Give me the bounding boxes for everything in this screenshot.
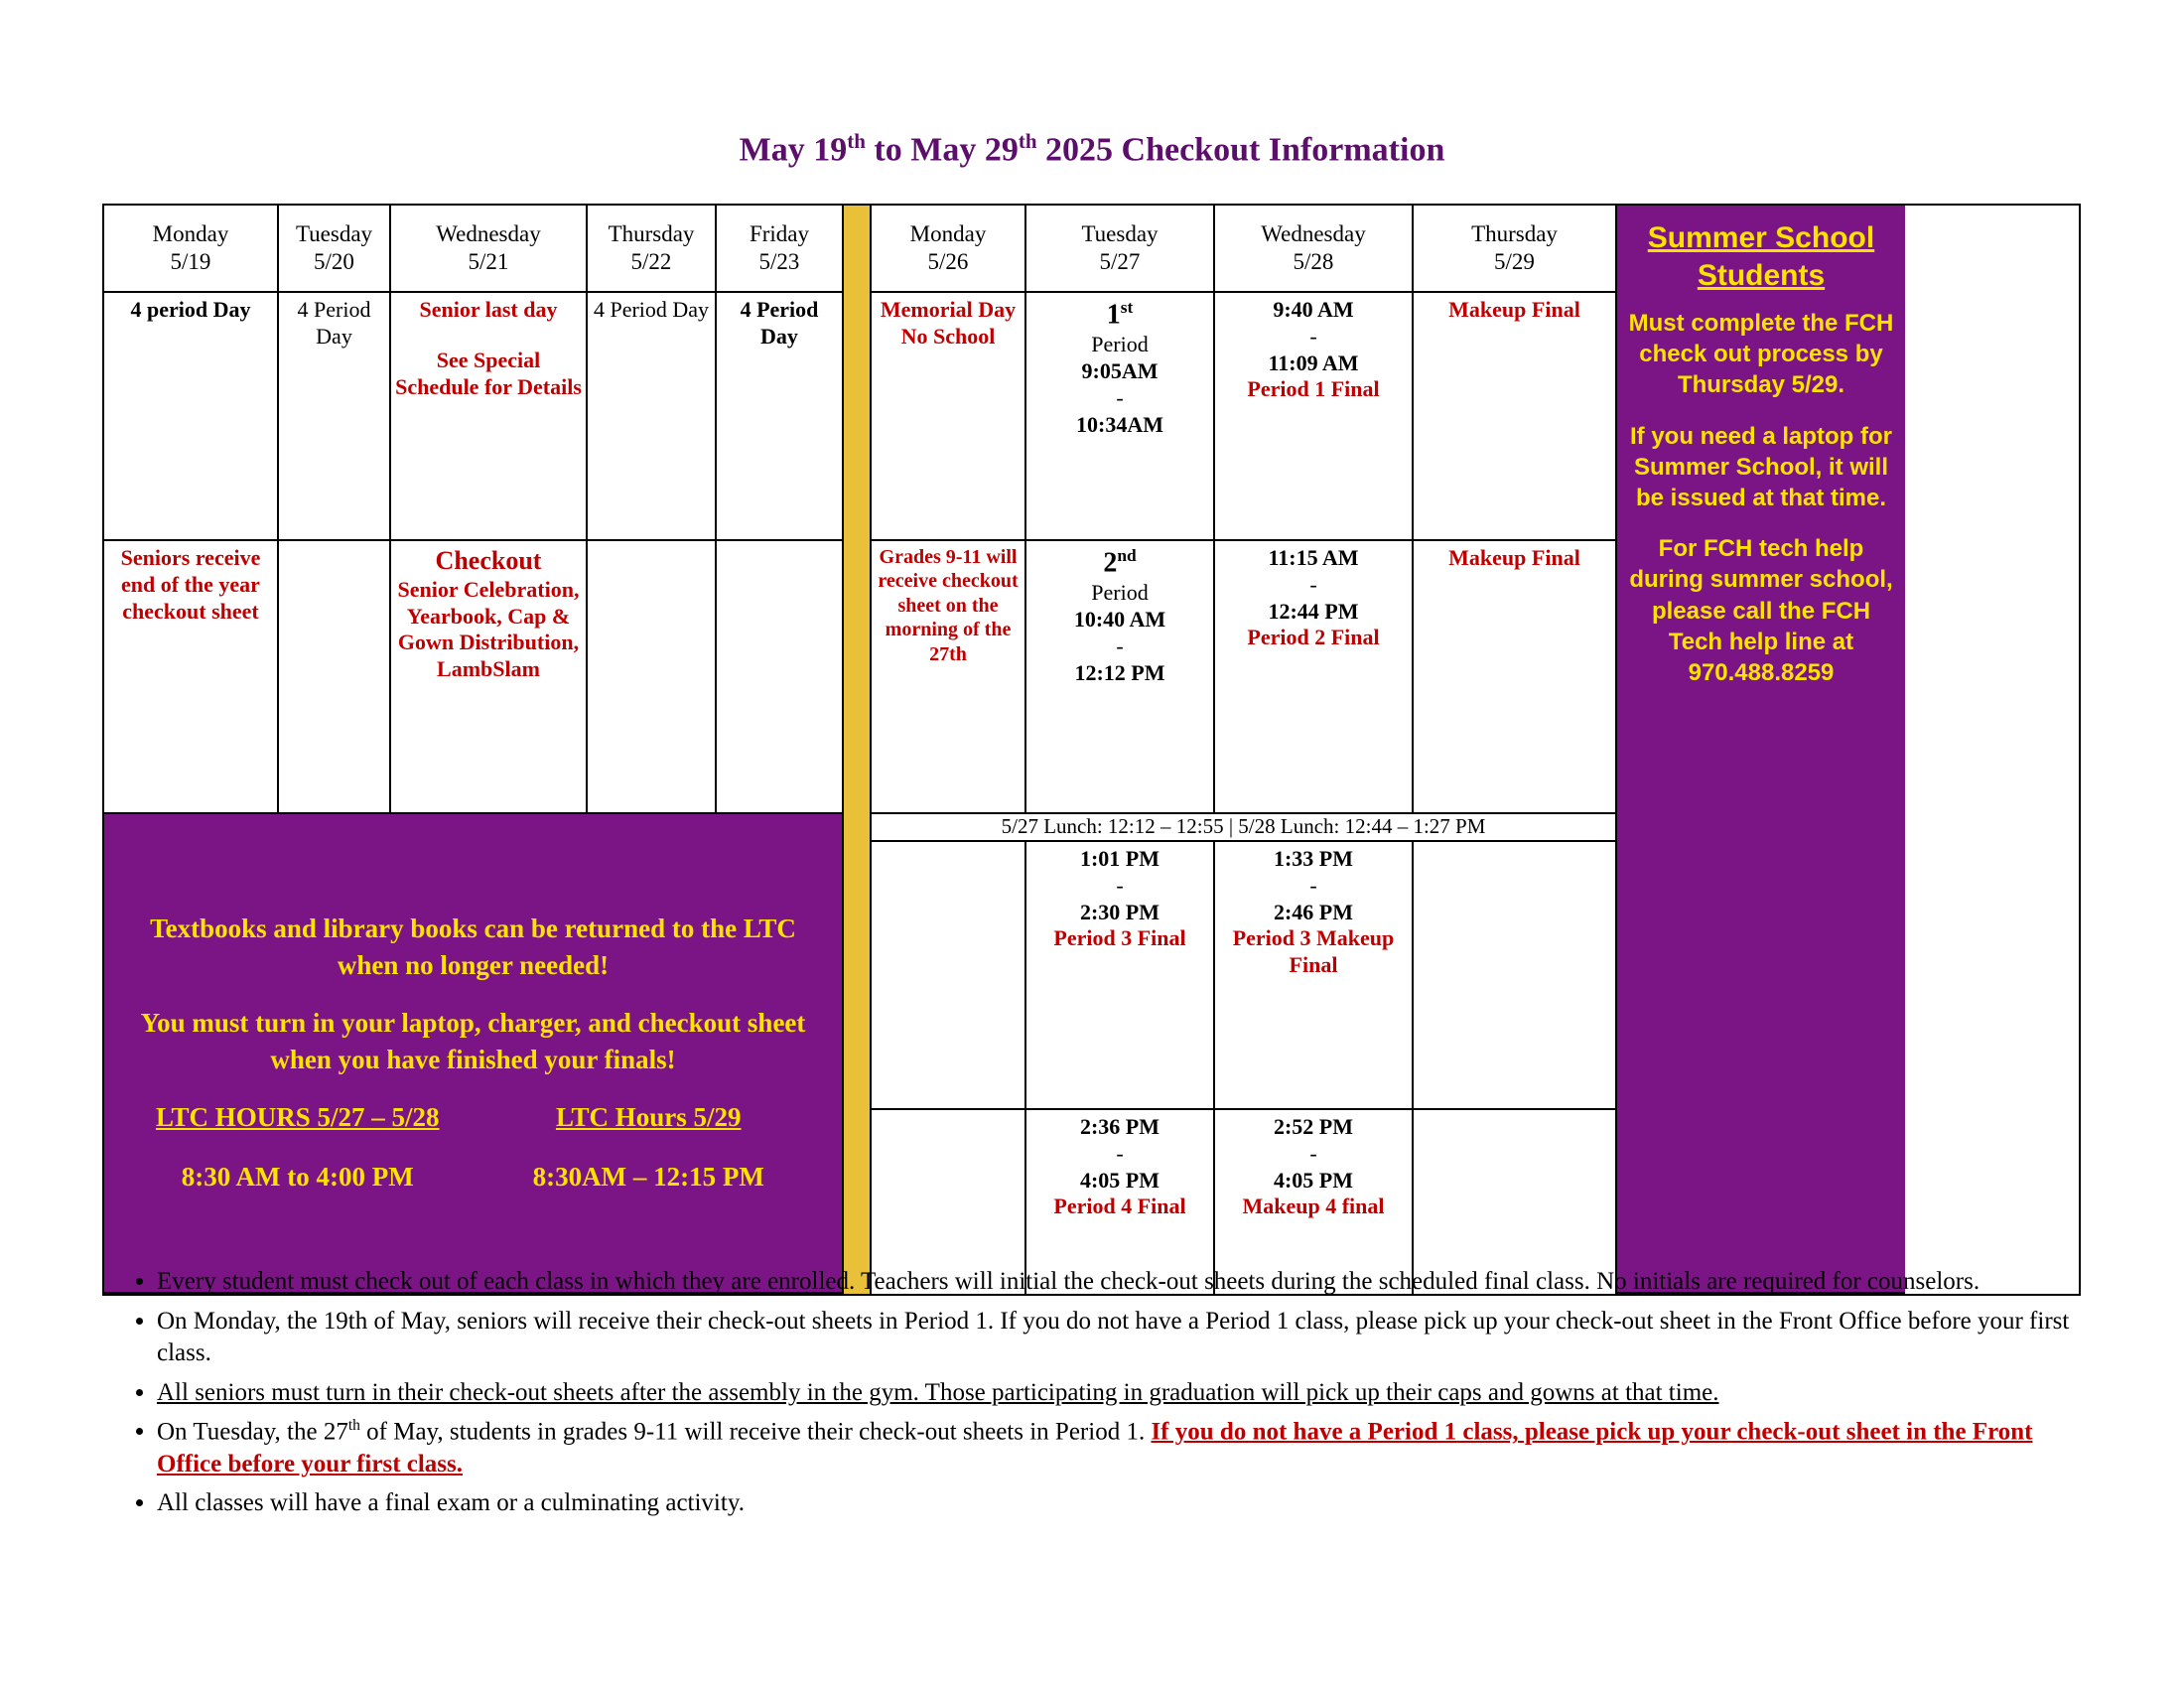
summer-school-note-1: Must complete the FCH check out process by Thursday 5/29. (1628, 310, 1894, 399)
time-dash: - (1309, 1140, 1317, 1166)
column-header-wed-28 (1215, 206, 1414, 293)
ltc-right-title: LTC Hours 5/29 (555, 1101, 742, 1132)
time-dash: - (1116, 633, 1124, 659)
cell-wed28-row3 (1215, 842, 1414, 1110)
header-day: Monday (909, 220, 987, 246)
end-time: 12:44 PM (1268, 598, 1359, 624)
cell-mon26-row2 (872, 541, 1026, 814)
header-day: Wednesday (436, 220, 541, 246)
time-dash: - (1309, 571, 1317, 597)
header-date: 5/26 (927, 249, 969, 274)
period-digit: 1 (1106, 299, 1121, 331)
cell-tue27-row2 (1026, 541, 1215, 814)
header-day: Tuesday (1081, 220, 1159, 246)
period-digit: 2 (1103, 547, 1118, 579)
header-date: 5/27 (1099, 249, 1141, 274)
period-ordinal: nd (1117, 546, 1137, 565)
bullet-text-part-1: On Tuesday, the 27 (157, 1418, 348, 1446)
summer-school-note-2: If you need a laptop for Summer School, it will be issued at that time. (1629, 422, 1892, 511)
time-dash: - (1309, 323, 1317, 349)
header-day: Friday (749, 220, 810, 246)
title-sup-2: th (1018, 129, 1037, 153)
cell-thu29-row2 (1414, 541, 1617, 814)
cell-tue27-row1 (1026, 293, 1215, 541)
cell-text: 4 period Day (130, 297, 251, 322)
cell-fri23-row1 (717, 293, 844, 541)
schedule-table (102, 204, 2081, 1296)
list-item (157, 1487, 2088, 1520)
header-day: Monday (152, 220, 229, 246)
time-dash: - (1116, 385, 1124, 411)
start-time: 2:36 PM (1079, 1114, 1160, 1139)
checkout-title: Checkout (435, 546, 542, 575)
final-label: Period 2 Final (1247, 625, 1380, 650)
ltc-left-title: LTC HOURS 5/27 – 5/28 (155, 1101, 440, 1132)
cell-text-seniors-receive: Seniors receive end of the year checkout sheet (120, 545, 261, 624)
start-time: 2:52 PM (1273, 1114, 1354, 1139)
cell-text-grades-9-11: Grades 9-11 will receive checkout sheet on the morning of the 27th (878, 546, 1019, 665)
summer-school-note-3: For FCH tech help during summer school, please call the FCH Tech help line at 970.488.8259 (1629, 535, 1893, 686)
header-day: Wednesday (1261, 220, 1366, 246)
cell-text: 4 Period Day (740, 297, 819, 349)
cell-text-senior-last-day: Senior last day (419, 297, 558, 322)
cell-thu22-row2 (588, 541, 717, 814)
notes-laptop-line: You must turn in your laptop, charger, and checkout sheet when you have finished your finals! (140, 1008, 806, 1074)
end-time: 11:09 AM (1268, 350, 1359, 375)
cell-thu29-row3 (1414, 842, 1617, 1110)
ltc-hours-row (122, 1099, 824, 1196)
column-header-fri-23 (717, 206, 844, 293)
header-day: Thursday (1471, 220, 1558, 246)
page-title (0, 129, 2184, 169)
cell-tue20-row1 (279, 293, 391, 541)
final-label: Period 3 Makeup Final (1232, 925, 1395, 978)
list-item (157, 1266, 2088, 1299)
ltc-hours-right (487, 1099, 810, 1196)
cell-fri23-row2 (717, 541, 844, 814)
bullet-text: Every student must check out of each class in which they are enrolled. Teachers will initial the check-out sheets during the scheduled final class. No initials are required for counselors. (157, 1268, 1980, 1295)
cell-mon26-row1 (872, 293, 1026, 541)
period-word: Period (1091, 580, 1149, 606)
cell-mon19-row1 (104, 293, 279, 541)
title-part-1: May 19 (739, 131, 848, 169)
start-time: 9:40 AM (1273, 297, 1354, 322)
cell-text: 4 Period Day (297, 297, 371, 349)
end-time: 4:05 PM (1273, 1167, 1354, 1193)
time-dash: - (1116, 872, 1124, 898)
cell-mon26-row3 (872, 842, 1026, 1110)
column-header-mon-26 (872, 206, 1026, 293)
header-date: 5/29 (1494, 249, 1535, 274)
time-dash: - (1309, 872, 1317, 898)
cell-text-memorial-day: Memorial Day No School (880, 297, 1017, 349)
end-time: 2:46 PM (1273, 899, 1354, 924)
cell-wed28-row1 (1215, 293, 1414, 541)
final-label: Makeup 4 final (1242, 1194, 1385, 1219)
cell-text: 4 Period Day (593, 297, 710, 322)
cell-wed21-row2 (391, 541, 588, 814)
time-dash: - (1116, 1140, 1124, 1166)
title-part-3: 2025 Checkout Information (1036, 131, 1445, 169)
column-header-thu-29 (1414, 206, 1617, 293)
header-day: Thursday (608, 220, 695, 246)
cell-text-special-schedule: See Special Schedule for Details (395, 347, 582, 399)
final-label: Period 1 Final (1247, 376, 1380, 402)
gold-divider (844, 206, 872, 1294)
bullet-text-emphasis: If you do not have a Period 1 class, please pick up your check-out sheet in the Front Office before your first class. (157, 1418, 2033, 1477)
cell-text-makeup-final: Makeup Final (1448, 545, 1580, 570)
end-time: 10:34AM (1076, 411, 1163, 437)
end-time: 12:12 PM (1074, 659, 1165, 685)
ltc-right-hours: 8:30AM – 12:15 PM (532, 1162, 764, 1193)
title-sup-1: th (847, 129, 866, 153)
header-date: 5/19 (170, 249, 211, 274)
end-time: 4:05 PM (1079, 1167, 1160, 1193)
cell-mon19-row2 (104, 541, 279, 814)
cell-text-makeup-final: Makeup Final (1448, 297, 1580, 322)
period-word: Period (1091, 332, 1149, 357)
bullet-ordinal: th (347, 1417, 360, 1434)
footer-notes (102, 1266, 2088, 1527)
cell-wed28-row2 (1215, 541, 1414, 814)
period-number (1107, 297, 1134, 332)
start-time: 1:33 PM (1273, 846, 1354, 871)
start-time: 11:15 AM (1268, 545, 1359, 570)
period-ordinal: st (1120, 298, 1134, 317)
ltc-hours-left (136, 1099, 459, 1196)
title-part-2: to May 29 (865, 131, 1019, 169)
summer-school-panel (1617, 206, 1905, 1294)
bullet-text-part-2: of May, students in grades 9-11 will receive their check-out sheets in Period 1. (359, 1418, 1152, 1446)
column-header-mon-19 (104, 206, 279, 293)
bullet-text: On Monday, the 19th of May, seniors will receive their check-out sheets in Period 1. If you do not have a Period 1 class, please pick up your check-out sheet in the Front Office before your first class. (157, 1307, 2070, 1366)
notes-textbooks-line: Textbooks and library books can be returned to the LTC when no longer needed! (150, 914, 796, 980)
cell-tue27-row3 (1026, 842, 1215, 1110)
list-item (157, 1377, 2088, 1410)
header-day: Tuesday (295, 220, 373, 246)
cell-thu29-row1 (1414, 293, 1617, 541)
final-label: Period 3 Final (1053, 925, 1186, 951)
header-date: 5/22 (630, 249, 672, 274)
header-date: 5/20 (314, 249, 354, 274)
list-item (157, 1306, 2088, 1370)
end-time: 2:30 PM (1079, 899, 1160, 924)
summer-school-heading: Summer School Students (1647, 221, 1875, 292)
checkout-body: Senior Celebration, Yearbook, Cap & Gown Distribution, LambSlam (397, 576, 580, 682)
header-date: 5/23 (758, 249, 800, 274)
bullet-text: All classes will have a final exam or a culminating activity. (157, 1489, 745, 1517)
column-header-tue-20 (279, 206, 391, 293)
final-label: Period 4 Final (1053, 1194, 1186, 1219)
start-time: 1:01 PM (1079, 846, 1160, 871)
start-time: 10:40 AM (1073, 607, 1166, 633)
lunch-info-bar: 5/27 Lunch: 12:12 – 12:55 | 5/28 Lunch: 12:44 – 1:27 PM (872, 814, 1617, 842)
header-date: 5/28 (1293, 249, 1334, 274)
notes-box (104, 814, 844, 1294)
period-number (1103, 545, 1136, 580)
header-date: 5/21 (468, 249, 509, 274)
column-header-thu-22 (588, 206, 717, 293)
bullet-text: All seniors must turn in their check-out sheets after the assembly in the gym. Those participating in graduation will pick up their caps and gowns at that time. (157, 1378, 1719, 1406)
cell-tue20-row2 (279, 541, 391, 814)
list-item (157, 1416, 2088, 1480)
cell-thu22-row1 (588, 293, 717, 541)
cell-wed21-row1 (391, 293, 588, 541)
ltc-left-hours: 8:30 AM to 4:00 PM (181, 1162, 414, 1193)
column-header-tue-27 (1026, 206, 1215, 293)
column-header-wed-21 (391, 206, 588, 293)
start-time: 9:05AM (1081, 358, 1159, 384)
